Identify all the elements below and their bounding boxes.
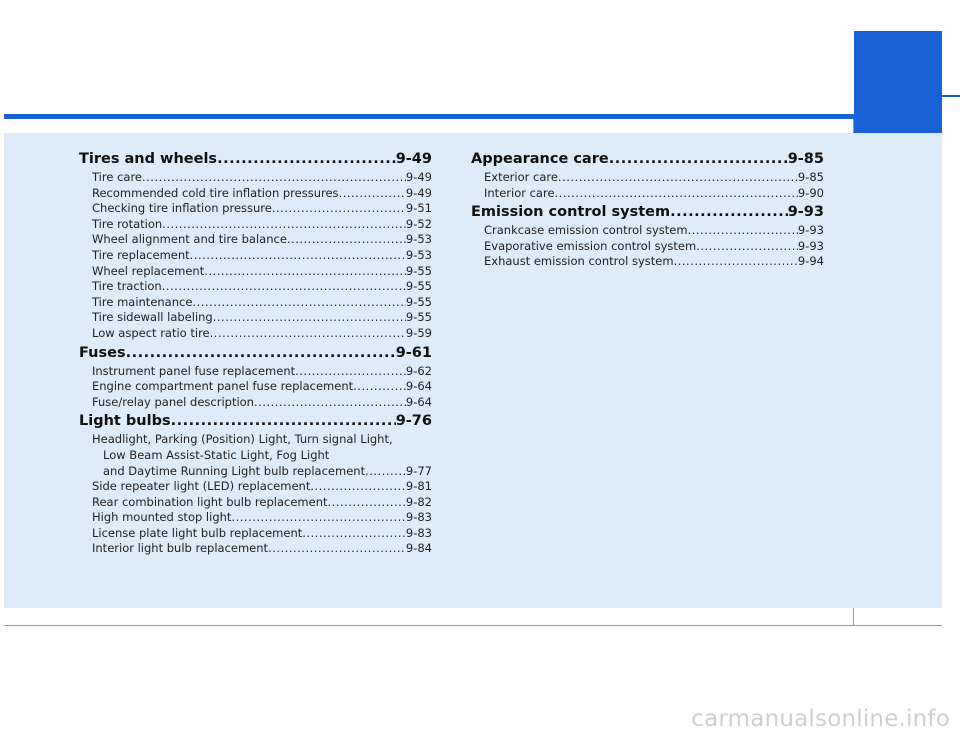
leader-dots bbox=[674, 254, 798, 270]
toc-entry[interactable] bbox=[79, 248, 432, 264]
tab-marker-line bbox=[942, 95, 960, 97]
toc-entry[interactable] bbox=[79, 541, 432, 557]
leader-dots bbox=[210, 326, 406, 342]
page-number: 9-84 bbox=[405, 541, 432, 556]
entry-label: Evaporative emission control system bbox=[484, 238, 697, 253]
page-number: 9-82 bbox=[405, 494, 432, 509]
page-number: 9-55 bbox=[405, 263, 432, 278]
leader-dots bbox=[126, 342, 396, 364]
entry-label: Interior care bbox=[484, 185, 555, 200]
entry-label: Checking tire inflation pressure bbox=[92, 201, 272, 216]
leader-dots bbox=[339, 186, 406, 202]
leader-dots bbox=[609, 148, 788, 170]
toc-section-heading[interactable] bbox=[79, 410, 432, 432]
page-number: 9-49 bbox=[405, 170, 432, 184]
page-number: 9-90 bbox=[797, 185, 824, 200]
toc-right-column bbox=[471, 148, 824, 270]
toc-section-heading[interactable] bbox=[79, 342, 432, 364]
entry-label: Low aspect ratio tire bbox=[92, 325, 210, 340]
entry-label: and Daytime Running Light bulb replacement bbox=[103, 463, 366, 478]
entry-label: Interior light bulb replacement bbox=[92, 541, 269, 556]
toc-entry[interactable] bbox=[79, 279, 432, 295]
page-number: 9-85 bbox=[787, 151, 824, 167]
leader-dots bbox=[353, 379, 406, 395]
entry-label: High mounted stop light bbox=[92, 510, 232, 525]
entry-label: Tire care bbox=[92, 170, 142, 184]
leader-dots bbox=[254, 395, 406, 411]
toc-entry[interactable] bbox=[79, 232, 432, 248]
toc-entry[interactable] bbox=[79, 479, 432, 495]
page-number: 9-93 bbox=[797, 238, 824, 253]
toc-section-heading[interactable] bbox=[471, 201, 824, 223]
entry-label: Headlight, Parking (Position) Light, Turn signal Light, bbox=[92, 432, 393, 447]
leader-dots bbox=[302, 526, 406, 542]
section-label: Emission control system bbox=[471, 204, 671, 221]
section-label: Tires and wheels bbox=[79, 151, 218, 167]
page-number: 9-52 bbox=[405, 216, 432, 231]
bottom-rule bbox=[4, 625, 942, 626]
watermark: carmanualsonline.info bbox=[691, 706, 950, 732]
entry-label: Side repeater light (LED) replacement bbox=[92, 479, 311, 494]
toc-entry[interactable] bbox=[79, 395, 432, 411]
page-number: 9-94 bbox=[797, 254, 824, 269]
leader-dots bbox=[310, 479, 406, 495]
toc-entry[interactable] bbox=[79, 326, 432, 342]
page-number: 9-55 bbox=[405, 310, 432, 325]
leader-dots bbox=[268, 541, 406, 557]
page-number: 9-85 bbox=[797, 170, 824, 184]
toc-entry[interactable] bbox=[79, 310, 432, 326]
entry-label: Wheel replacement bbox=[92, 263, 205, 278]
toc-entry[interactable] bbox=[79, 364, 432, 380]
page-number: 9-83 bbox=[405, 510, 432, 525]
entry-label: Instrument panel fuse replacement bbox=[92, 363, 296, 378]
leader-dots bbox=[365, 464, 406, 480]
leader-dots bbox=[162, 279, 406, 295]
leader-dots bbox=[213, 310, 406, 326]
entry-label: Tire sidewall labeling bbox=[92, 310, 213, 325]
page-number: 9-77 bbox=[405, 463, 432, 478]
toc-entry-line[interactable] bbox=[79, 448, 432, 464]
entry-label: License plate light bulb replacement bbox=[92, 525, 303, 540]
page-number: 9-49 bbox=[405, 185, 432, 200]
toc-entry-line[interactable] bbox=[79, 432, 432, 448]
entry-label: Recommended cold tire inflation pressures bbox=[92, 185, 339, 200]
toc-entry[interactable] bbox=[79, 379, 432, 395]
toc-entry[interactable] bbox=[471, 223, 824, 239]
toc-entry[interactable] bbox=[471, 186, 824, 202]
leader-dots bbox=[558, 170, 798, 186]
page-number: 9-59 bbox=[405, 325, 432, 340]
page-number: 9-93 bbox=[787, 204, 824, 221]
top-blue-rule bbox=[4, 114, 854, 119]
toc-section-heading[interactable] bbox=[471, 148, 824, 170]
entry-label: Low Beam Assist-Static Light, Fog Light bbox=[103, 447, 330, 462]
leader-dots bbox=[287, 232, 406, 248]
entry-label: Tire traction bbox=[92, 279, 162, 294]
leader-dots bbox=[688, 223, 798, 239]
toc-entry[interactable] bbox=[79, 217, 432, 233]
leader-dots bbox=[328, 495, 406, 511]
section-label: Fuses bbox=[79, 344, 126, 361]
leader-dots bbox=[555, 186, 798, 202]
leader-dots bbox=[171, 410, 396, 432]
toc-entry-line[interactable] bbox=[79, 464, 432, 480]
page-number: 9-55 bbox=[405, 294, 432, 309]
toc-entry[interactable] bbox=[79, 526, 432, 542]
toc-entry[interactable] bbox=[79, 186, 432, 202]
leader-dots bbox=[217, 148, 396, 170]
toc-entry[interactable] bbox=[471, 170, 824, 186]
toc-entry[interactable] bbox=[79, 295, 432, 311]
section-label: Light bulbs bbox=[79, 413, 171, 430]
page-number: 9-51 bbox=[405, 201, 432, 216]
leader-dots bbox=[162, 217, 406, 233]
page-number: 9-64 bbox=[405, 379, 432, 394]
leader-dots bbox=[295, 364, 406, 380]
page-number: 9-62 bbox=[405, 363, 432, 378]
entry-label: Rear combination light bulb replacement bbox=[92, 494, 328, 509]
chapter-tab bbox=[854, 31, 942, 133]
leader-dots bbox=[190, 248, 406, 264]
page-number: 9-49 bbox=[395, 151, 432, 167]
page-number: 9-55 bbox=[405, 279, 432, 294]
leader-dots bbox=[142, 170, 406, 186]
entry-label: Tire maintenance bbox=[92, 294, 193, 309]
section-label: Appearance care bbox=[471, 151, 609, 167]
entry-label: Tire rotation bbox=[92, 216, 163, 231]
toc-entry[interactable] bbox=[79, 264, 432, 280]
toc-entry[interactable] bbox=[79, 170, 432, 186]
page-number: 9-76 bbox=[395, 413, 432, 430]
page-number: 9-53 bbox=[405, 232, 432, 247]
entry-label: Engine compartment panel fuse replacement bbox=[92, 379, 354, 394]
toc-left-column bbox=[79, 148, 432, 557]
leader-dots bbox=[670, 201, 788, 223]
entry-label: Fuse/relay panel description bbox=[92, 394, 254, 409]
toc-entry[interactable] bbox=[471, 239, 824, 255]
toc-entry[interactable] bbox=[79, 510, 432, 526]
entry-label: Wheel alignment and tire balance bbox=[92, 232, 287, 247]
leader-dots bbox=[272, 201, 406, 217]
leader-dots bbox=[204, 264, 406, 280]
page-number: 9-53 bbox=[405, 247, 432, 262]
page-number: 9-61 bbox=[395, 344, 432, 361]
leader-dots bbox=[696, 239, 798, 255]
entry-label: Crankcase emission control system bbox=[484, 223, 688, 238]
leader-dots bbox=[231, 510, 405, 526]
toc-entry[interactable] bbox=[471, 254, 824, 270]
toc-section-heading[interactable] bbox=[79, 148, 432, 170]
page-number: 9-81 bbox=[405, 479, 432, 494]
page-number: 9-83 bbox=[405, 525, 432, 540]
leader-dots bbox=[192, 295, 405, 311]
entry-label: Tire replacement bbox=[92, 247, 190, 262]
toc-entry[interactable] bbox=[79, 201, 432, 217]
page-number: 9-93 bbox=[797, 223, 824, 238]
toc-entry[interactable] bbox=[79, 495, 432, 511]
entry-label: Exhaust emission control system bbox=[484, 254, 674, 269]
page-number: 9-64 bbox=[405, 394, 432, 409]
entry-label: Exterior care bbox=[484, 170, 558, 184]
